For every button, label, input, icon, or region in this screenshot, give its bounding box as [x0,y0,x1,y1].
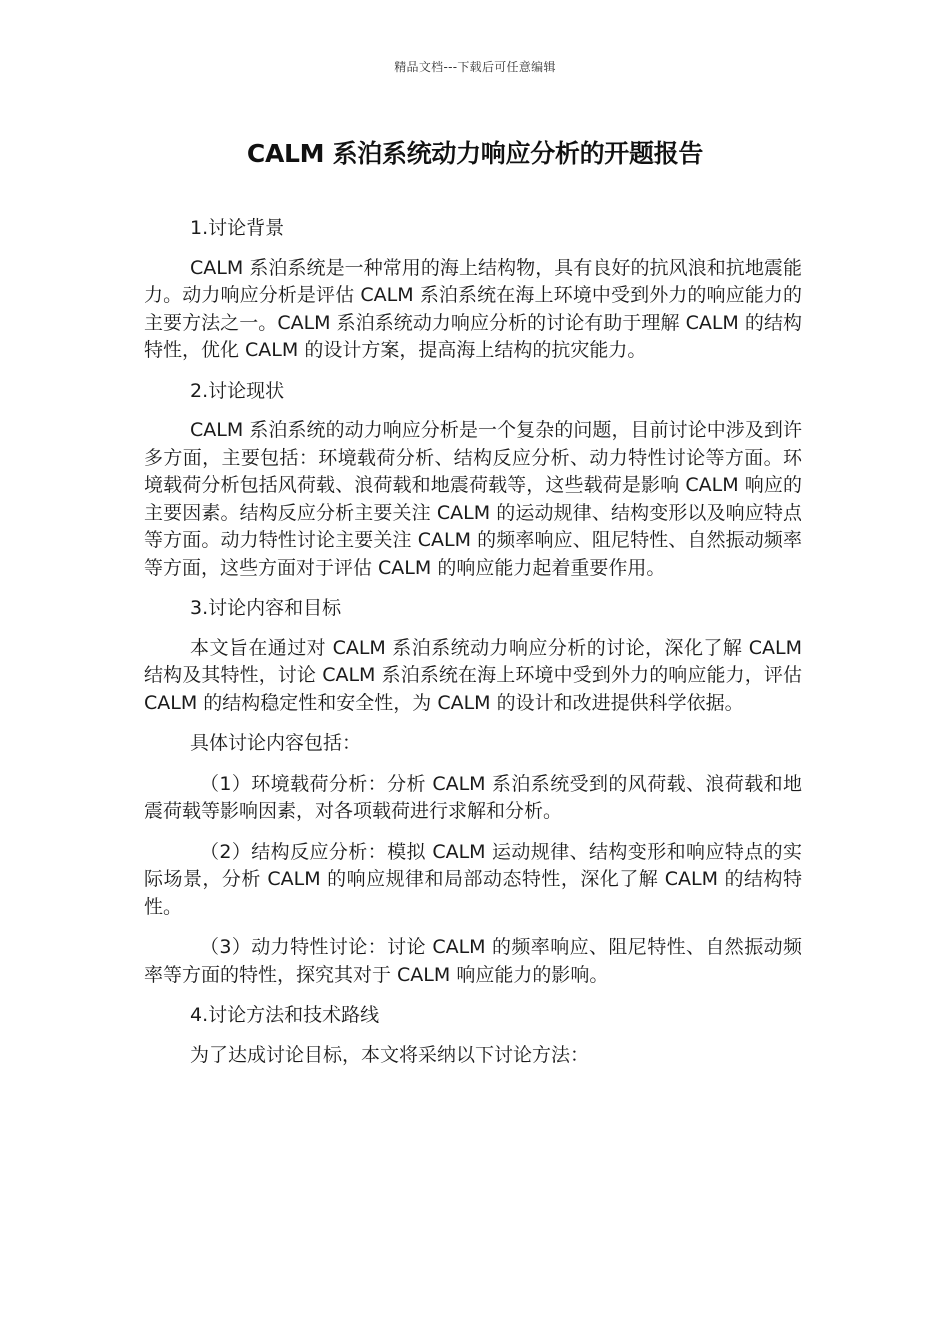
section-3-item-3: （3）动力特性讨论：讨论 CALM 的频率响应、阻尼特性、自然振动频率等方面的特性，探究其对于 CALM 响应能力的影响。 [144,936,802,986]
section-3-intro: 具体讨论内容包括： [190,732,362,754]
section-2-paragraph: CALM 系泊系统的动力响应分析是一个复杂的问题，目前讨论中涉及到许多方面，主要包括：环境载荷分析、结构反应分析、动力特性讨论等方面。环境载荷分析包括风荷载、浪荷载和地震荷载等，这些载荷是影响 CALM 响应的主要因素。结构反应分析主要关注 CALM 的运动规律、结构变形以及响应特点等方面。动力特性讨论主要关注 CALM 的频率响应、阻尼特性、自然振动频率等方面，这些方面对于评估 CALM 的响应能力起着重要作用。 [144,419,802,579]
section-3-paragraph: 本文旨在通过对 CALM 系泊系统动力响应分析的讨论，深化了解 CALM 结构及其特性，讨论 CALM 系泊系统在海上环境中受到外力的响应能力，评估 CALM 的结构稳定性和安全性，为 CALM 的设计和改进提供科学依据。 [144,636,802,714]
section-2-heading: 2.讨论现状 [190,379,285,402]
section-1-heading: 1.讨论背景 [190,217,285,239]
header-note: 精品文档---下载后可任意编辑 [394,60,556,74]
section-4-paragraph: 为了达成讨论目标，本文将采纳以下讨论方法： [190,1043,590,1066]
section-3-item-2: （2）结构反应分析：模拟 CALM 运动规律、结构变形和响应特点的实际场景，分析 CALM 的响应规律和局部动态特性，深化了解 CALM 的结构特性。 [144,840,802,918]
section-3-heading: 3.讨论内容和目标 [190,597,342,619]
section-3-item-1: （1）环境载荷分析：分析 CALM 系泊系统受到的风荷载、浪荷载和地震荷载等影响因素，对各项载荷进行求解和分析。 [144,772,802,822]
page-title: CALM 系泊系统动力响应分析的开题报告 [246,139,704,168]
document-body [144,215,802,1082]
section-1-paragraph: CALM 系泊系统是一种常用的海上结构物，具有良好的抗风浪和抗地震能力。动力响应分析是评估 CALM 系泊系统在海上环境中受到外力的响应能力的主要方法之一。CALM 系泊系统动力响应分析的讨论有助于理解 CALM 的结构特性，优化 CALM 的设计方案，提高海上结构的抗灾能力。 [144,256,802,361]
section-4-heading: 4.讨论方法和技术路线 [190,1004,380,1026]
